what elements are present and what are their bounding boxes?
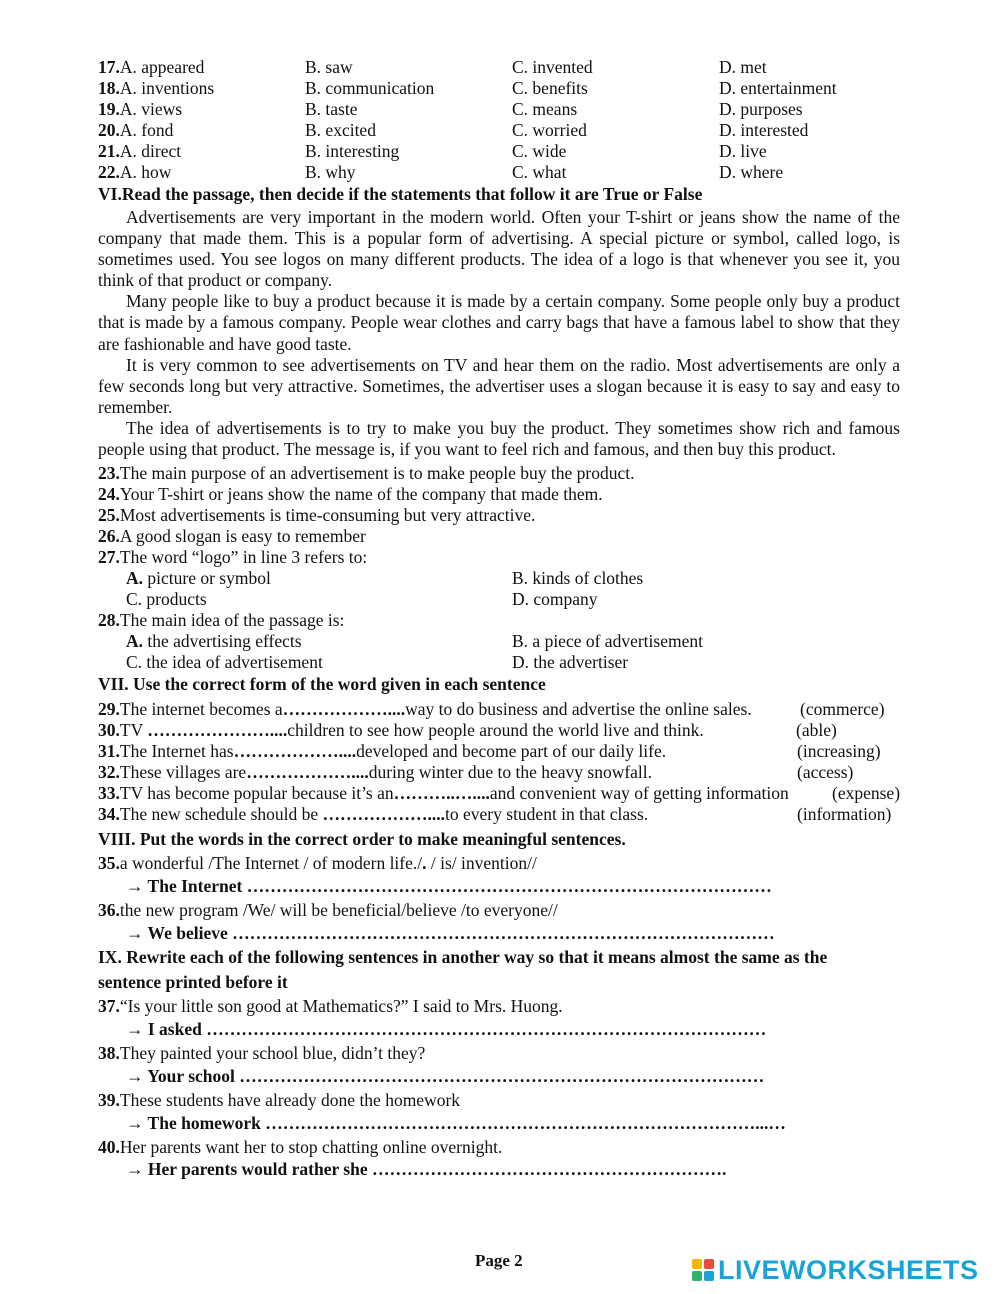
q27-option-b[interactable]: B. kinds of clothes [512, 568, 644, 588]
mcq-20-d[interactable]: D. interested [719, 120, 809, 140]
mcq-21-d[interactable]: D. live [719, 141, 767, 161]
mcq-18-b[interactable]: B. communication [305, 78, 435, 98]
q27-option-d[interactable]: D. company [512, 589, 598, 609]
mcq-20-c[interactable]: C. worried [512, 120, 587, 140]
q28-option-c[interactable]: C. the idea of advertisement [126, 652, 323, 672]
mcq-18-d[interactable]: D. entertainment [719, 78, 837, 98]
mcq-17-a[interactable]: 17.A. appeared [98, 57, 205, 77]
mcq-19-c[interactable]: C. means [512, 99, 578, 119]
blank-34[interactable]: ……………….... [322, 804, 446, 824]
rewrite-38: 38.They painted your school blue, didn’t they? [98, 1043, 426, 1063]
mcq-22-d[interactable]: D. where [719, 162, 784, 182]
answer-38[interactable]: → Your school ……………………………………………………………………………… [126, 1066, 765, 1086]
mcq-17-b[interactable]: B. saw [305, 57, 353, 77]
mcq-17-d[interactable]: D. met [719, 57, 767, 77]
passage-paragraph-3: It is very common to see advertisements on TV and hear them on the radio. Most advertisements are only a few seconds long but very attractive. Sometimes, the advertiser uses a slogan because it is easy to say and easy to remember. [98, 354, 900, 417]
mcq-19-a[interactable]: 19.A. views [98, 99, 183, 119]
liveworksheets-logo[interactable] [692, 1256, 979, 1284]
word-form-29: 29.The internet becomes a………………....way to do business and advertise the online sales. [98, 699, 752, 719]
statement-24[interactable]: 24.Your T-shirt or jeans show the name of the company that made them. [98, 484, 603, 504]
blank-29[interactable]: ……………….... [282, 699, 406, 719]
logo-squares-icon [692, 1259, 714, 1281]
mcq-21-a[interactable]: 21.A. direct [98, 141, 182, 161]
reading-passage [98, 207, 900, 460]
blank-31[interactable]: ……………….... [233, 741, 357, 761]
word-form-32: 32.These villages are………………....during winter due to the heavy snowfall. [98, 762, 653, 782]
mcq-19-b[interactable]: B. taste [305, 99, 358, 119]
hint-34: (information) [797, 804, 892, 824]
mcq-17-c[interactable]: C. invented [512, 57, 593, 77]
statement-25[interactable]: 25.Most advertisements is time-consuming but very attractive. [98, 505, 536, 525]
mcq-21-c[interactable]: C. wide [512, 141, 567, 161]
section-9-heading-2: sentence printed before it [98, 972, 288, 992]
question-28: 28.The main idea of the passage is: [98, 610, 345, 630]
statement-23[interactable]: 23.The main purpose of an advertisement is to make people buy the product. [98, 463, 635, 483]
mcq-20-b[interactable]: B. excited [305, 120, 376, 140]
mcq-21-b[interactable]: B. interesting [305, 141, 400, 161]
rewrite-39: 39.These students have already done the homework [98, 1090, 461, 1110]
passage-paragraph-2: Many people like to buy a product because it is made by a certain company. Some people only buy a product that is made by a famous company. People wear clothes and carry bags that have a famous label to show that they are fashionable and have good taste. [98, 291, 900, 354]
question-27: 27.The word “logo” in line 3 refers to: [98, 547, 368, 567]
section-8-heading: VIII. Put the words in the correct order to make meaningful sentences. [98, 829, 626, 849]
word-form-34: 34.The new schedule should be ………………....to every student in that class. [98, 804, 649, 824]
blank-30[interactable]: ………………….... [147, 720, 288, 740]
word-form-31: 31.The Internet has………………....developed and become part of our daily life. [98, 741, 667, 761]
mcq-22-c[interactable]: C. what [512, 162, 567, 182]
section-6-heading: VI.Read the passage, then decide if the statements that follow it are True or False [98, 184, 703, 204]
word-form-33: 33.TV has become popular because it’s an………..…....and convenient way of getting information [98, 783, 789, 803]
hint-31: (increasing) [797, 741, 881, 761]
mcq-20-a[interactable]: 20.A. fond [98, 120, 174, 140]
q28-option-b[interactable]: B. a piece of advertisement [512, 631, 703, 651]
reorder-36: 36.the new program /We/ will be beneficial/believe /to everyone// [98, 900, 558, 920]
mcq-19-d[interactable]: D. purposes [719, 99, 803, 119]
answer-37[interactable]: → I asked …………………………………………………………………………………… [126, 1019, 767, 1039]
hint-33: (expense) [832, 783, 901, 803]
hint-29: (commerce) [800, 699, 885, 719]
q28-option-d[interactable]: D. the advertiser [512, 652, 629, 672]
section-9-heading: IX. Rewrite each of the following sentences in another way so that it means almost the same as the [98, 947, 828, 967]
q27-option-c[interactable]: C. products [126, 589, 207, 609]
rewrite-37: 37.“Is your little son good at Mathematics?” I said to Mrs. Huong. [98, 996, 563, 1016]
page-number: Page 2 [475, 1251, 523, 1270]
mcq-22-a[interactable]: 22.A. how [98, 162, 172, 182]
hint-32: (access) [797, 762, 854, 782]
passage-paragraph-4: The idea of advertisements is to try to make you buy the product. They sometimes show rich and famous people using that product. The message is, if you want to feel rich and famous, and then buy this product. [98, 417, 900, 460]
answer-35[interactable]: → The Internet ……………………………………………………………………………… [126, 876, 772, 896]
q27-option-a[interactable]: A. picture or symbol [126, 568, 271, 588]
answer-39[interactable]: → The homework …………………………………………………………………………...… [126, 1113, 786, 1133]
word-form-30: 30.TV …………………....children to see how people around the world live and think. [98, 720, 704, 740]
mcq-18-a[interactable]: 18.A. inventions [98, 78, 215, 98]
answer-40[interactable]: → Her parents would rather she ……………………………………………………. [126, 1159, 727, 1179]
mcq-18-c[interactable]: C. benefits [512, 78, 588, 98]
q28-option-a[interactable]: A. the advertising effects [126, 631, 302, 651]
blank-33[interactable]: ………..….... [393, 783, 490, 803]
reorder-35: 35.a wonderful /The Internet / of modern life./. / is/ invention// [98, 853, 537, 873]
answer-36[interactable]: → We believe ………………………………………………………………………………… [126, 923, 775, 943]
rewrite-40: 40.Her parents want her to stop chatting online overnight. [98, 1137, 503, 1157]
section-7-heading: VII. Use the correct form of the word given in each sentence [98, 674, 546, 694]
passage-paragraph-1: Advertisements are very important in the modern world. Often your T-shirt or jeans show the name of the company that made them. This is a popular form of advertising. A special picture or symbol, called logo, is sometimes used. You see logos on many different products. The idea of a logo is that whenever you see it, you think of that product or company. [98, 207, 900, 291]
mcq-22-b[interactable]: B. why [305, 162, 356, 182]
statement-26[interactable]: 26.A good slogan is easy to remember [98, 526, 366, 546]
logo-text: LIVEWORKSHEETS [718, 1255, 979, 1285]
blank-32[interactable]: ……………….... [246, 762, 369, 782]
hint-30: (able) [796, 720, 837, 740]
